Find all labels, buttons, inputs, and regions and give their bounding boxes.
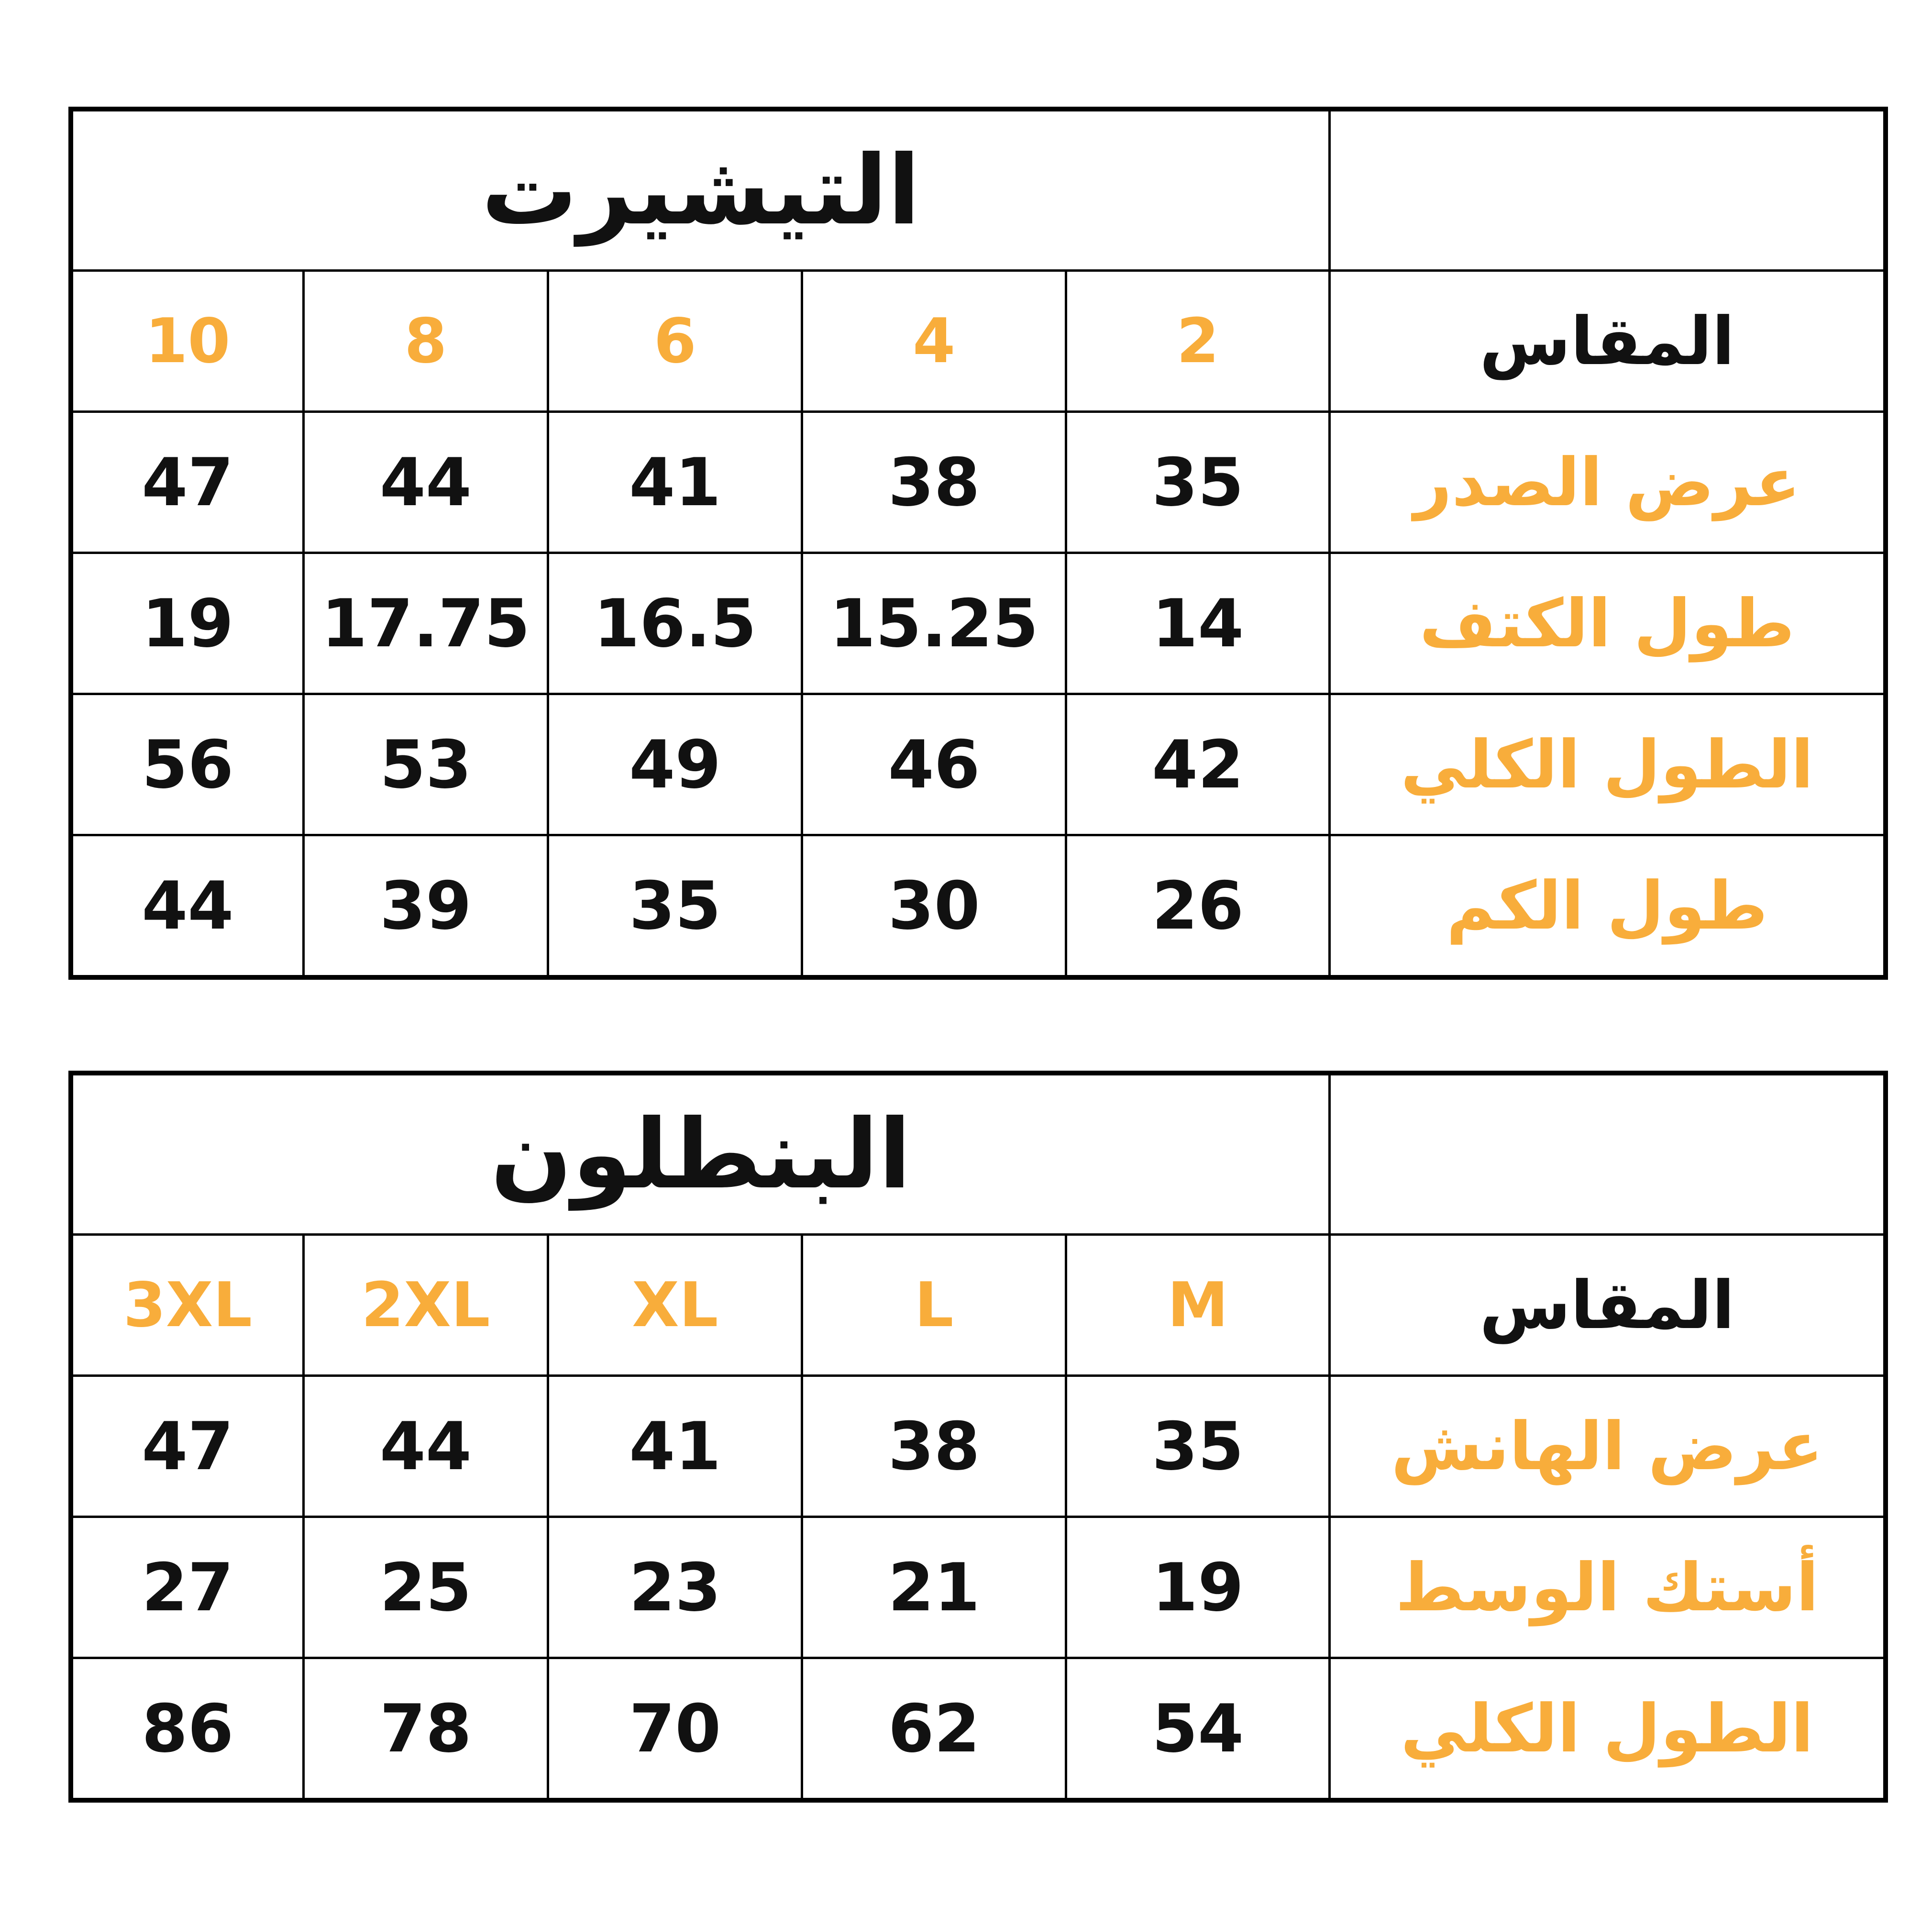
tshirt-size-row	[71, 271, 1886, 412]
pants-row-hip	[71, 1376, 1886, 1517]
tshirt-size-6: 6	[548, 271, 802, 412]
pants-size-xl: XL	[548, 1235, 802, 1376]
table-cell: 47	[71, 1376, 303, 1517]
row-label: طول الكتف	[1330, 553, 1886, 694]
pants-size-3xl: 3XL	[71, 1235, 303, 1376]
table-cell: 86	[71, 1658, 303, 1801]
table-cell: 44	[71, 835, 303, 978]
table-cell: 30	[802, 835, 1066, 978]
pants-row-waistband	[71, 1517, 1886, 1658]
table-cell: 35	[1066, 412, 1330, 553]
table-cell: 44	[303, 1376, 548, 1517]
pants-title: البنطلون	[71, 1073, 1330, 1235]
table-cell: 54	[1066, 1658, 1329, 1801]
table-cell: 17.75	[303, 553, 548, 694]
table-cell: 21	[802, 1517, 1066, 1658]
table-cell: 15.25	[802, 553, 1066, 694]
table-cell: 25	[303, 1517, 548, 1658]
tshirt-title-row	[71, 109, 1886, 271]
tshirt-size-2: 2	[1066, 271, 1330, 412]
row-label: أستك الوسط	[1330, 1517, 1886, 1658]
tshirt-size-10: 10	[71, 271, 303, 412]
tshirt-size-8: 8	[303, 271, 548, 412]
table-cell: 23	[548, 1517, 802, 1658]
table-cell: 62	[802, 1658, 1066, 1801]
pants-title-row	[71, 1073, 1886, 1235]
tshirt-row-sleeve	[71, 835, 1886, 978]
table-cell: 35	[548, 835, 802, 978]
table-cell: 35	[1066, 1376, 1329, 1517]
tshirt-row-shoulder	[71, 553, 1886, 694]
tshirt-size-header: المقاس	[1330, 271, 1886, 412]
table-cell: 53	[303, 694, 548, 835]
pants-size-table	[68, 1071, 1888, 1803]
tshirt-row-chest	[71, 412, 1886, 553]
table-cell: 41	[548, 412, 802, 553]
tshirt-size-4: 4	[802, 271, 1066, 412]
table-cell: 46	[802, 694, 1066, 835]
table-cell: 41	[548, 1376, 802, 1517]
table-cell: 42	[1066, 694, 1330, 835]
table-cell: 39	[303, 835, 548, 978]
table-cell: 44	[303, 412, 548, 553]
table-cell: 27	[71, 1517, 303, 1658]
pants-size-row	[71, 1235, 1886, 1376]
row-label: الطول الكلي	[1330, 694, 1886, 835]
tshirt-size-table	[68, 107, 1888, 980]
row-label: طول الكم	[1330, 835, 1886, 978]
row-label: الطول الكلي	[1330, 1658, 1886, 1801]
row-label: عرض الهانش	[1330, 1376, 1886, 1517]
table-cell: 70	[548, 1658, 802, 1801]
tshirt-row-total-length	[71, 694, 1886, 835]
tshirt-title: التيشيرت	[71, 109, 1330, 271]
table-cell: 16.5	[548, 553, 802, 694]
pants-size-header: المقاس	[1330, 1235, 1886, 1376]
row-label: عرض الصدر	[1330, 412, 1886, 553]
table-cell: 14	[1066, 553, 1330, 694]
table-cell: 78	[303, 1658, 548, 1801]
pants-size-2xl: 2XL	[303, 1235, 548, 1376]
table-cell: 49	[548, 694, 802, 835]
tshirt-empty-corner	[1330, 109, 1886, 271]
pants-row-total-length	[71, 1658, 1886, 1801]
table-cell: 19	[1066, 1517, 1329, 1658]
pants-size-l: L	[802, 1235, 1066, 1376]
table-cell: 38	[802, 1376, 1066, 1517]
table-cell: 47	[71, 412, 303, 553]
table-cell: 26	[1066, 835, 1330, 978]
table-cell: 19	[71, 553, 303, 694]
table-cell: 56	[71, 694, 303, 835]
table-cell: 38	[802, 412, 1066, 553]
pants-empty-corner	[1330, 1073, 1886, 1235]
pants-size-m: M	[1066, 1235, 1329, 1376]
